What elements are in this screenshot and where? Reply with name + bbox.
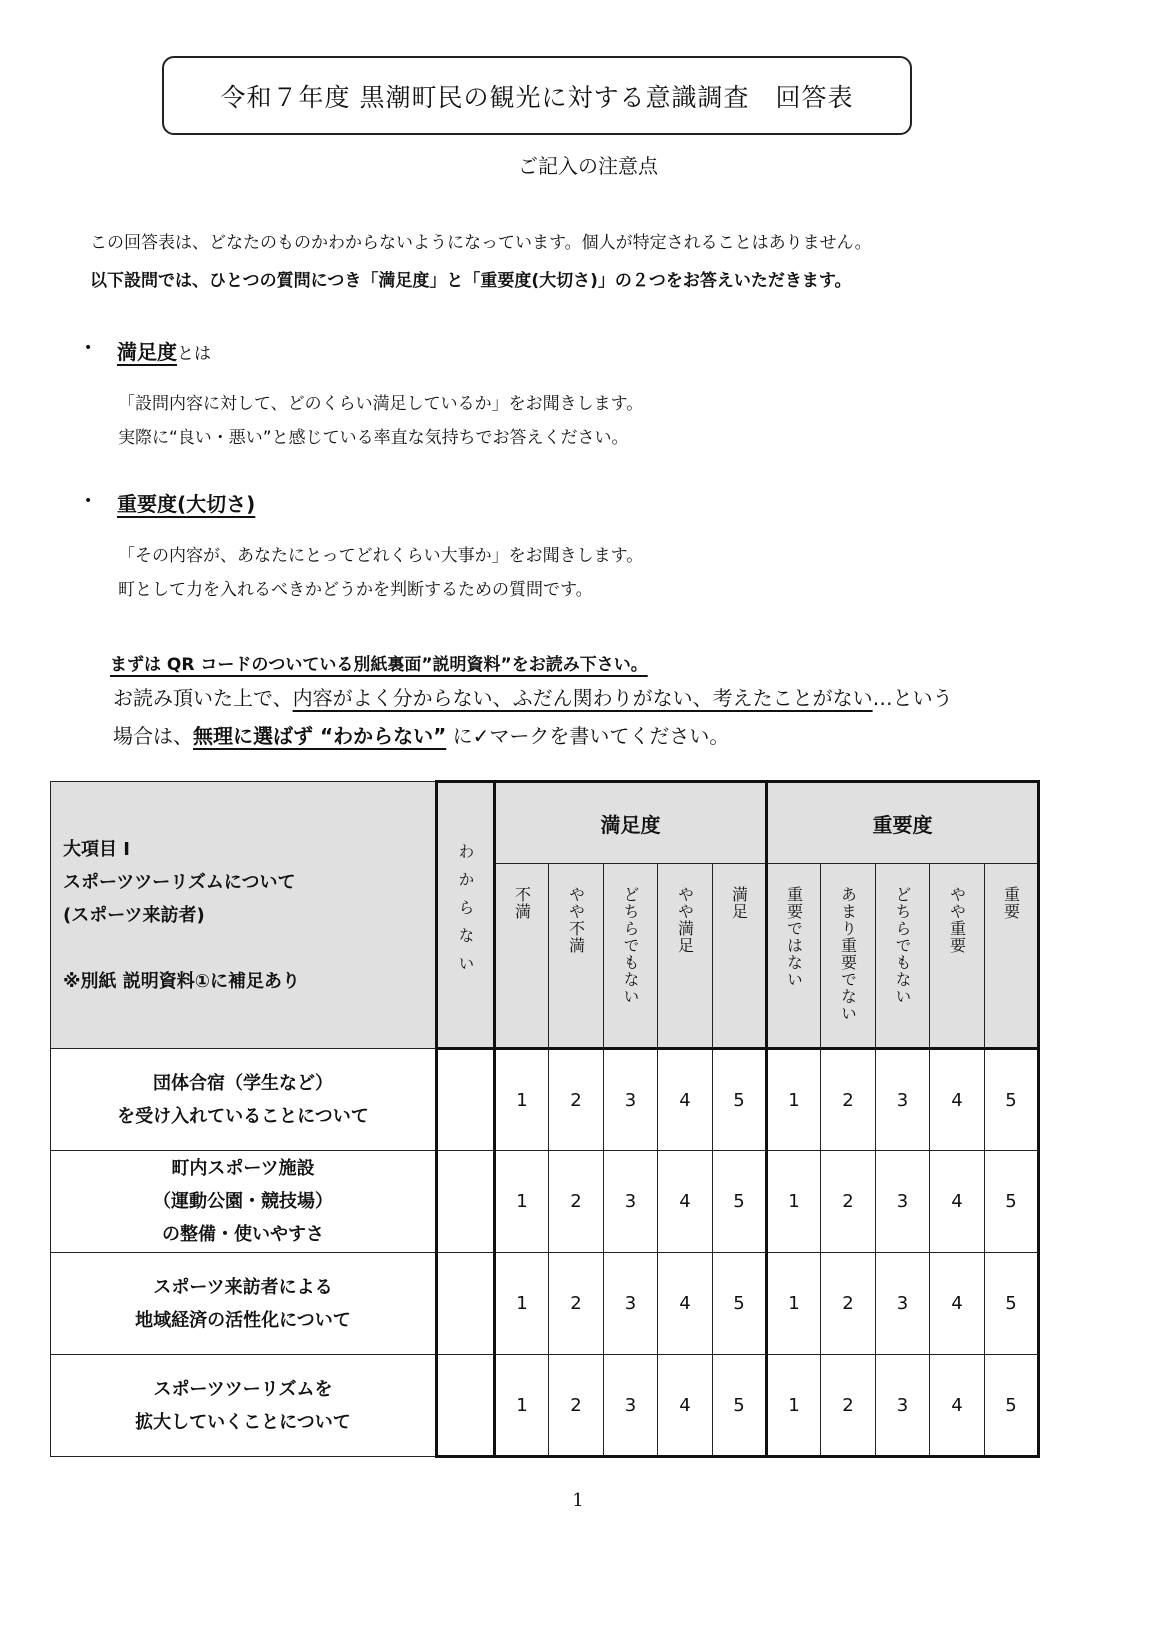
- importance-choice-5[interactable]: 5: [985, 1151, 1039, 1253]
- importance-choice-5[interactable]: 5: [985, 1355, 1039, 1457]
- satisfaction-choice-2[interactable]: 2: [549, 1253, 604, 1355]
- page-number: 1: [572, 1490, 584, 1511]
- intro-line-2: 以下設問では、ひとつの質問につき「満足度」と「重要度(大切さ)」の２つをお答えいただきます。: [90, 271, 852, 291]
- question-cell: [51, 1049, 437, 1151]
- dont-know-checkbox[interactable]: [437, 1355, 495, 1457]
- satisfaction-choice-4[interactable]: 4: [658, 1049, 713, 1151]
- importance-choice-2[interactable]: 2: [821, 1151, 876, 1253]
- text: に✓マークを書いてください。: [446, 724, 730, 748]
- importance-option-4: やや重要: [930, 864, 985, 1049]
- satisfaction-choice-2[interactable]: 2: [549, 1049, 604, 1151]
- instruction-read-first: まずは QR コードのついている別紙裏面”説明資料”をお読み下さい。: [110, 655, 648, 675]
- question-line: を受け入れていることについて: [117, 1105, 369, 1127]
- question-line: スポーツ来訪者による: [153, 1276, 333, 1298]
- importance-choice-3[interactable]: 3: [876, 1049, 930, 1151]
- satisfaction-choice-3[interactable]: 3: [604, 1355, 658, 1457]
- table-row: [51, 1253, 1039, 1355]
- underlined-text: 無理に選ばず “わからない”: [193, 724, 447, 748]
- question-cell: [51, 1355, 437, 1457]
- table-row: [51, 1049, 1039, 1151]
- satisfaction-choice-1[interactable]: 1: [495, 1355, 549, 1457]
- definition-term: 満足度: [117, 340, 177, 364]
- importance-choice-1[interactable]: 1: [767, 1355, 821, 1457]
- spacer: [63, 932, 435, 965]
- bullet-icon: •: [84, 340, 93, 356]
- question-cell: [51, 1151, 437, 1253]
- survey-answer-table: [50, 780, 1040, 1458]
- document-title: 令和７年度 黒潮町民の観光に対する意識調査 回答表: [220, 82, 854, 112]
- satisfaction-option-5: 満足: [713, 864, 767, 1049]
- importance-choice-1[interactable]: 1: [767, 1151, 821, 1253]
- satisfaction-choice-2[interactable]: 2: [549, 1151, 604, 1253]
- importance-choice-2[interactable]: 2: [821, 1049, 876, 1151]
- document-title-box: [162, 56, 912, 135]
- intro-line-1: この回答表は、どなたのものかわからないようになっています。個人が特定されることはありません。: [90, 233, 872, 253]
- text: 場合は、: [113, 724, 193, 748]
- satisfaction-choice-5[interactable]: 5: [713, 1355, 767, 1457]
- definition-suffix: とは: [177, 344, 211, 364]
- satisfaction-choice-3[interactable]: 3: [604, 1151, 658, 1253]
- importance-choice-4[interactable]: 4: [930, 1253, 985, 1355]
- importance-choice-4[interactable]: 4: [930, 1355, 985, 1457]
- category-number: 大項目 Ⅰ: [63, 838, 130, 860]
- importance-option-2: あまり重要でない: [821, 864, 876, 1049]
- dont-know-header: [437, 782, 495, 1049]
- satisfaction-choice-1[interactable]: 1: [495, 1151, 549, 1253]
- definition-line: 町として力を入れるべきかどうかを判断するための質問です。: [118, 580, 593, 600]
- satisfaction-choice-1[interactable]: 1: [495, 1049, 549, 1151]
- category-header: [51, 782, 437, 1049]
- underlined-text: 内容がよく分からない、ふだん関わりがない、考えたことがない: [292, 686, 873, 710]
- satisfaction-choice-1[interactable]: 1: [495, 1253, 549, 1355]
- importance-choice-4[interactable]: 4: [930, 1049, 985, 1151]
- question-line: 地域経済の活性化について: [135, 1309, 351, 1331]
- dont-know-checkbox[interactable]: [437, 1151, 495, 1253]
- category-subtitle: (スポーツ来訪者): [63, 904, 205, 926]
- definition-term: 重要度(大切さ): [117, 492, 256, 516]
- importance-choice-1[interactable]: 1: [767, 1253, 821, 1355]
- table-row: [51, 1355, 1039, 1457]
- definition-importance-heading: [117, 488, 255, 517]
- question-line: スポーツツーリズムを: [153, 1378, 333, 1400]
- satisfaction-choice-5[interactable]: 5: [713, 1049, 767, 1151]
- question-line: （運動公園・競技場）: [153, 1191, 333, 1212]
- dont-know-checkbox[interactable]: [437, 1049, 495, 1151]
- bullet-icon: •: [84, 493, 93, 509]
- importance-header: 重要度: [767, 782, 1039, 864]
- importance-choice-4[interactable]: 4: [930, 1151, 985, 1253]
- satisfaction-header: 満足度: [495, 782, 767, 864]
- satisfaction-option-2: やや不満: [549, 864, 604, 1049]
- importance-choice-1[interactable]: 1: [767, 1049, 821, 1151]
- satisfaction-choice-3[interactable]: 3: [604, 1049, 658, 1151]
- definition-line: 「その内容が、あなたにとってどれくらい大事か」をお聞きします。: [118, 546, 644, 566]
- importance-choice-2[interactable]: 2: [821, 1355, 876, 1457]
- satisfaction-option-3: どちらでもない: [604, 864, 658, 1049]
- question-cell: [51, 1253, 437, 1355]
- satisfaction-option-4: やや満足: [658, 864, 713, 1049]
- importance-choice-5[interactable]: 5: [985, 1253, 1039, 1355]
- category-note: ※別紙 説明資料①に補足あり: [63, 970, 301, 992]
- text: お読み頂いた上で、: [113, 686, 293, 710]
- satisfaction-choice-4[interactable]: 4: [658, 1253, 713, 1355]
- dont-know-checkbox[interactable]: [437, 1253, 495, 1355]
- satisfaction-choice-4[interactable]: 4: [658, 1151, 713, 1253]
- instruction-line-3: [113, 720, 729, 749]
- section-subtitle: ご記入の注意点: [518, 154, 658, 178]
- satisfaction-choice-2[interactable]: 2: [549, 1355, 604, 1457]
- table-row: [51, 1151, 1039, 1253]
- question-line: 町内スポーツ施設: [171, 1158, 315, 1179]
- question-line: 拡大していくことについて: [135, 1411, 351, 1433]
- definition-satisfaction-heading: [117, 336, 211, 365]
- satisfaction-choice-3[interactable]: 3: [604, 1253, 658, 1355]
- definition-line: 実際に“良い・悪い”と感じている率直な気持ちでお答えください。: [118, 428, 629, 448]
- satisfaction-choice-5[interactable]: 5: [713, 1151, 767, 1253]
- importance-choice-3[interactable]: 3: [876, 1151, 930, 1253]
- instruction-line-2: [113, 682, 953, 711]
- importance-option-5: 重要: [985, 864, 1039, 1049]
- satisfaction-choice-5[interactable]: 5: [713, 1253, 767, 1355]
- importance-choice-2[interactable]: 2: [821, 1253, 876, 1355]
- importance-option-1: 重要ではない: [767, 864, 821, 1049]
- satisfaction-choice-4[interactable]: 4: [658, 1355, 713, 1457]
- category-title: スポーツツーリズムについて: [63, 871, 296, 893]
- importance-option-3: どちらでもない: [876, 864, 930, 1049]
- question-line: の整備・使いやすさ: [162, 1224, 324, 1245]
- importance-choice-5[interactable]: 5: [985, 1049, 1039, 1151]
- question-line: 団体合宿（学生など）: [153, 1072, 333, 1094]
- satisfaction-option-1: 不満: [495, 864, 549, 1049]
- dont-know-label: わからない: [456, 843, 475, 983]
- text: …という: [872, 686, 953, 710]
- definition-line: 「設問内容に対して、どのくらい満足しているか」をお聞きします。: [118, 394, 644, 414]
- importance-choice-3[interactable]: 3: [876, 1355, 930, 1457]
- importance-choice-3[interactable]: 3: [876, 1253, 930, 1355]
